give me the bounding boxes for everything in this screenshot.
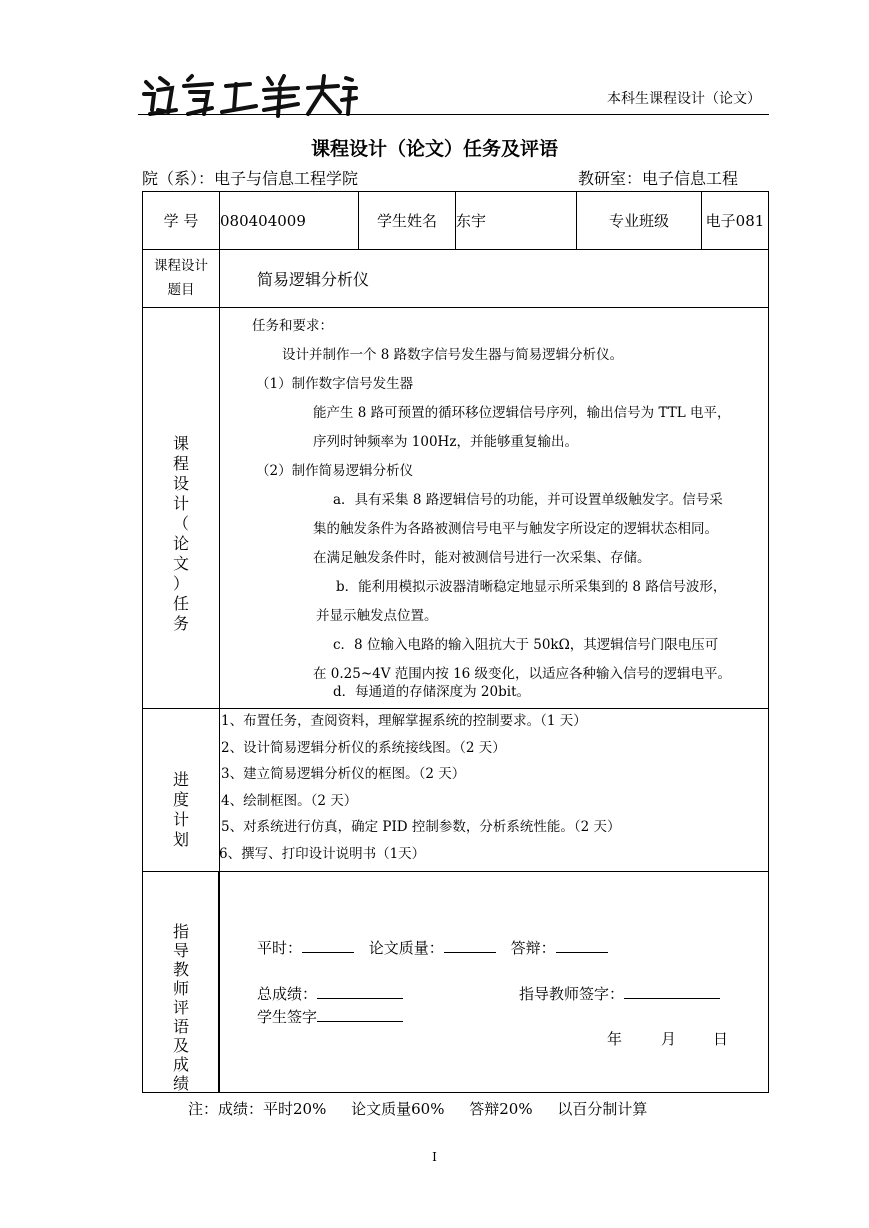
label-char: 计 xyxy=(172,494,189,513)
task-line: b．能利用模拟示波器清晰稳定地显示所采集到的 8 路信号波形， xyxy=(336,579,727,595)
teacher-signature-label: 指导教师签字： xyxy=(519,985,625,1003)
class-value: 电子081 xyxy=(705,212,765,230)
label-char: 导 xyxy=(172,941,189,960)
task-line: c．8 位输入电路的输入阻抗大于 50kΩ，其逻辑信号门限电压可 xyxy=(333,637,719,653)
task-line: 在满足触发条件时，能对被测信号进行一次采集、存储。 xyxy=(313,550,651,566)
grading-footnote xyxy=(188,1098,667,1119)
label-char: 课 xyxy=(172,434,189,453)
student-name-label: 学生姓名 xyxy=(376,212,437,230)
schedule-item: 5、对系统进行仿真，确定 PID 控制参数，分析系统性能。（2 天） xyxy=(221,819,621,835)
defense-field[interactable] xyxy=(556,938,608,953)
label-char: 绩 xyxy=(172,1074,189,1093)
page-number: I xyxy=(432,1150,437,1164)
task-line: 序列时钟频率为 100Hz，并能够重复输出。 xyxy=(313,434,578,450)
task-line: 集的触发条件为各路被测信号电平与触发字所设定的逻辑状态相同。 xyxy=(313,521,718,537)
usual-score-label: 平时： xyxy=(257,939,303,957)
label-char: （ xyxy=(172,514,189,533)
date-year: 年 xyxy=(607,1030,623,1048)
student-signature-field[interactable] xyxy=(317,1007,403,1022)
page-title: 课程设计（论文）任务及评语 xyxy=(310,138,558,160)
row-divider xyxy=(143,249,768,250)
student-signature xyxy=(257,1006,403,1027)
label-char: 语 xyxy=(172,1017,189,1036)
total-score xyxy=(257,983,403,1004)
label-char: ） xyxy=(172,574,189,593)
task-line: a．具有采集 8 路逻辑信号的功能，并可设置单级触发字。信号采 xyxy=(333,492,723,508)
label-char: 教 xyxy=(172,960,189,979)
topic-value: 简易逻辑分析仪 xyxy=(257,269,370,289)
header-divider xyxy=(138,114,769,115)
schedule-item: 4、绘制框图。（2 天） xyxy=(221,792,358,809)
topic-label-line1: 课程设计 xyxy=(154,258,208,274)
student-id-value: 080404009 xyxy=(220,211,306,230)
date-month: 月 xyxy=(661,1030,677,1048)
task-line: d．每通道的存储深度为 20bit。 xyxy=(333,684,530,700)
label-char: 论 xyxy=(172,534,189,553)
label-char: 文 xyxy=(172,554,189,573)
review-label xyxy=(143,922,219,1093)
label-char: 任 xyxy=(172,594,189,613)
schedule-item: 1、布置任务，查阅资料，理解掌握系统的控制要求。（1 天） xyxy=(221,713,587,729)
label-char: 及 xyxy=(172,1036,189,1055)
label-char: 设 xyxy=(172,474,189,493)
label-char: 进 xyxy=(172,770,189,789)
student-id-label: 学 号 xyxy=(163,212,199,230)
footnote-defense: 答辩20% xyxy=(469,1100,533,1118)
student-name-value: 东宇 xyxy=(456,212,487,230)
label-char: 评 xyxy=(172,998,189,1017)
task-line: 在 0.25~4V 范围内按 16 级变化，以适应各种输入信号的逻辑电平。 xyxy=(313,666,732,682)
schedule-item: 2、设计简易逻辑分析仪的系统接线图。（2 天） xyxy=(221,739,506,756)
class-label: 专业班级 xyxy=(608,212,669,230)
evaluation-table xyxy=(142,191,769,1093)
label-char: 务 xyxy=(172,614,189,633)
topic-label xyxy=(143,249,219,307)
paper-quality-field[interactable] xyxy=(444,938,496,953)
student-signature-label: 学生签字 xyxy=(257,1008,318,1026)
task-line: （2）制作简易逻辑分析仪 xyxy=(256,463,414,479)
schedule-item: 3、建立简易逻辑分析仪的框图。（2 天） xyxy=(221,766,466,782)
office-label: 教研室：电子信息工程 xyxy=(578,169,739,188)
defense-label: 答辩： xyxy=(510,939,556,957)
date-day: 日 xyxy=(713,1030,729,1048)
department-label: 院（系）：电子与信息工程学院 xyxy=(142,169,359,188)
footnote-quality: 论文质量60% xyxy=(351,1100,445,1118)
teacher-signature-field[interactable] xyxy=(624,984,720,999)
topic-label-line2: 题目 xyxy=(167,282,195,298)
university-logo-calligraphy xyxy=(138,70,358,120)
label-char: 划 xyxy=(172,830,189,849)
label-char: 师 xyxy=(172,979,189,998)
total-score-field[interactable] xyxy=(317,984,403,999)
footnote-prefix: 注：成绩：平时20% xyxy=(188,1100,327,1118)
label-char: 度 xyxy=(172,790,189,809)
task-line: （1）制作数字信号发生器 xyxy=(256,376,414,392)
plan-label xyxy=(143,770,219,850)
paper-quality-label: 论文质量： xyxy=(368,939,444,957)
total-score-label: 总成绩： xyxy=(257,985,318,1003)
label-char: 成 xyxy=(172,1055,189,1074)
grade-row-1 xyxy=(257,937,608,958)
usual-score-field[interactable] xyxy=(302,938,354,953)
task-line: 设计并制作一个 8 路数字信号发生器与简易逻辑分析仪。 xyxy=(282,347,624,363)
teacher-signature xyxy=(519,983,720,1004)
schedule-item: 6、撰写、打印设计说明书（1天） xyxy=(219,845,426,862)
row-divider xyxy=(143,307,768,308)
schedule-list xyxy=(221,708,621,867)
task-requirements xyxy=(220,312,768,701)
label-char: 计 xyxy=(172,810,189,829)
label-char: 指 xyxy=(172,922,189,941)
task-line: 任务和要求： xyxy=(252,318,333,334)
task-line: 能产生 8 路可预置的循环移位逻辑信号序列，输出信号为 TTL 电平， xyxy=(313,405,731,421)
label-char: 程 xyxy=(172,454,189,473)
footnote-scale: 以百分制计算 xyxy=(557,1100,648,1118)
task-line: 并显示触发点位置。 xyxy=(316,608,438,624)
task-label xyxy=(143,434,219,634)
university-logo xyxy=(138,70,358,120)
row-divider xyxy=(143,871,768,872)
header-doc-type: 本科生课程设计（论文） xyxy=(607,91,761,107)
